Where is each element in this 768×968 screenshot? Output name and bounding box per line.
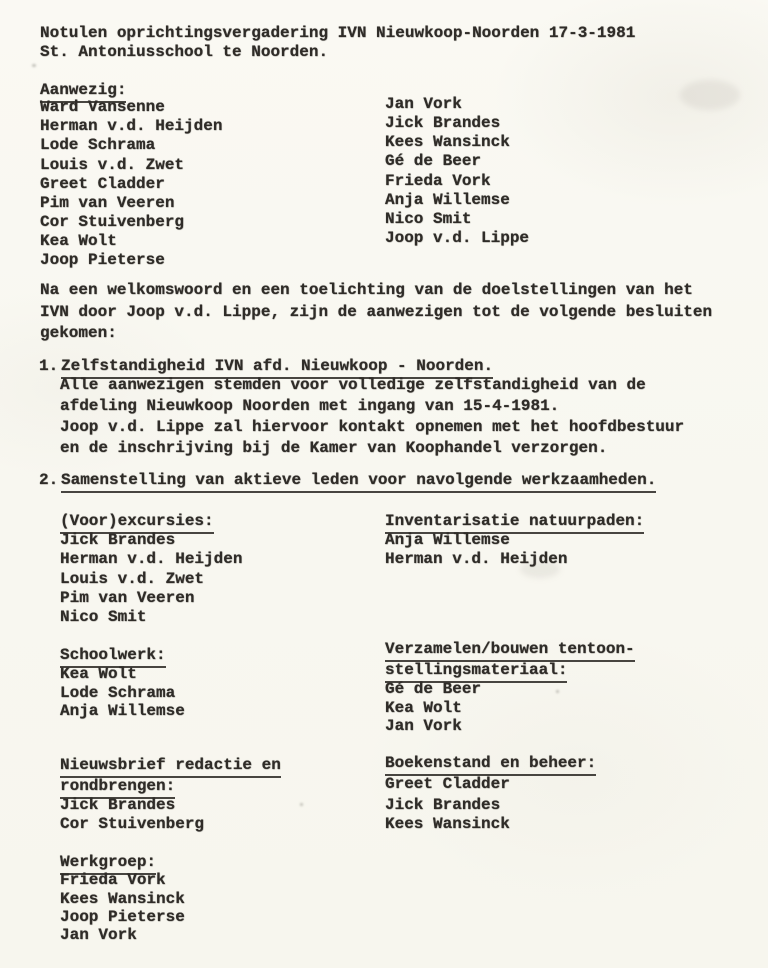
group-heading-text: Nieuwsbrief redactie en: [60, 755, 281, 778]
attendee-name: Jick Brandes: [385, 114, 501, 132]
item1-heading-text: Zelfstandigheid IVN afd. Nieuwkoop - Noorden.: [61, 356, 493, 379]
member-name: Herman v.d. Heijden: [60, 550, 243, 568]
member-name: Nico Smit: [60, 608, 147, 626]
attendee-name: Joop Pieterse: [40, 251, 165, 269]
doc-title-line-1: Notulen oprichtingsvergadering IVN Nieuwkoop-Noorden 17-3-1981: [40, 24, 636, 42]
member-name: Pim van Veeren: [60, 589, 195, 607]
attendee-name: Lode Schrama: [40, 136, 156, 154]
member-name: Jan Vork: [60, 926, 137, 944]
member-name: Greet Cladder: [385, 775, 510, 793]
item2-number: 2.: [39, 471, 59, 489]
member-name: Kea Wolt: [60, 665, 137, 683]
scan-speck: [32, 64, 36, 67]
item2-heading-text: Samenstelling van aktieve leden voor navolgende werkzaamheden.: [61, 470, 656, 493]
member-name: Lode Schrama: [60, 684, 176, 702]
group-heading-text: stellingsmateriaal:: [385, 660, 567, 683]
member-name: Jick Brandes: [60, 531, 176, 549]
group-heading-text: rondbrengen:: [60, 776, 175, 799]
group-heading-text: Schoolwerk:: [60, 645, 166, 668]
intro-line: Na een welkomswoord en een toelichting van de doelstellingen van het: [40, 281, 693, 299]
group-heading-verzamelen-line1: [385, 639, 635, 662]
group-heading-text: Verzamelen/bouwen tentoon-: [385, 639, 635, 662]
item1-number: 1.: [39, 357, 59, 375]
item1-body-line: Joop v.d. Lippe zal hiervoor kontakt opnemen met het hoofdbestuur: [60, 418, 685, 436]
attendee-name: Jan Vork: [385, 95, 462, 113]
attendees-heading-text: Aanwezig:: [40, 80, 126, 103]
scan-speck: [300, 803, 303, 806]
member-name: Jick Brandes: [385, 796, 501, 814]
attendee-name: Nico Smit: [385, 210, 472, 228]
intro-line: IVN door Joop v.d. Lippe, zijn de aanwezigen tot de volgende besluiten: [40, 303, 713, 321]
item1-body-line: Alle aanwezigen stemden voor volledige zelfstandigheid van de: [60, 376, 646, 394]
member-name: Joop Pieterse: [60, 908, 185, 926]
scan-speck: [556, 690, 559, 693]
attendee-name: Herman v.d. Heijden: [40, 117, 223, 135]
group-heading-text: Werkgroep:: [60, 852, 156, 875]
attendee-name: Kees Wansinck: [385, 133, 510, 151]
group-heading-text: Boekenstand en beheer:: [385, 753, 596, 776]
group-heading-text: Inventarisatie natuurpaden:: [385, 511, 644, 534]
doc-title-line-2: St. Antoniusschool te Noorden.: [40, 43, 329, 61]
item1-body-line: afdeling Nieuwkoop Noorden met ingang van 15-4-1981.: [60, 397, 560, 415]
member-name: Jick Brandes: [60, 796, 176, 814]
group-heading-text: (Voor)excursies:: [60, 511, 214, 534]
item2-heading: [61, 470, 656, 493]
attendee-name: Cor Stuivenberg: [40, 213, 185, 231]
member-name: Herman v.d. Heijden: [385, 550, 568, 568]
attendee-name: Anja Willemse: [385, 191, 510, 209]
member-name: Gé de Beer: [385, 680, 482, 698]
member-name: Jan Vork: [385, 717, 462, 735]
member-name: Anja Willemse: [385, 531, 510, 549]
scan-smudge: [680, 80, 740, 110]
item1-body-line: en de inschrijving bij de Kamer van Koophandel verzorgen.: [60, 439, 608, 457]
attendee-name: Joop v.d. Lippe: [385, 229, 530, 247]
member-name: Kea Wolt: [385, 699, 462, 717]
member-name: Kees Wansinck: [60, 890, 185, 908]
member-name: Anja Willemse: [60, 702, 185, 720]
attendee-name: Gé de Beer: [385, 152, 482, 170]
attendee-name: Pim van Veeren: [40, 194, 175, 212]
attendee-name: Kea Wolt: [40, 232, 117, 250]
attendee-name: Frieda Vork: [385, 172, 491, 190]
group-heading-boekenstand: [385, 753, 596, 776]
attendee-name: Ward Vansenne: [40, 98, 165, 116]
member-name: Louis v.d. Zwet: [60, 570, 205, 588]
attendee-name: Greet Cladder: [40, 175, 165, 193]
intro-line: gekomen:: [40, 324, 117, 342]
member-name: Frieda Vork: [60, 871, 166, 889]
member-name: Cor Stuivenberg: [60, 815, 205, 833]
group-heading-nieuwsbrief-line1: [60, 755, 281, 778]
attendee-name: Louis v.d. Zwet: [40, 156, 185, 174]
member-name: Kees Wansinck: [385, 815, 510, 833]
